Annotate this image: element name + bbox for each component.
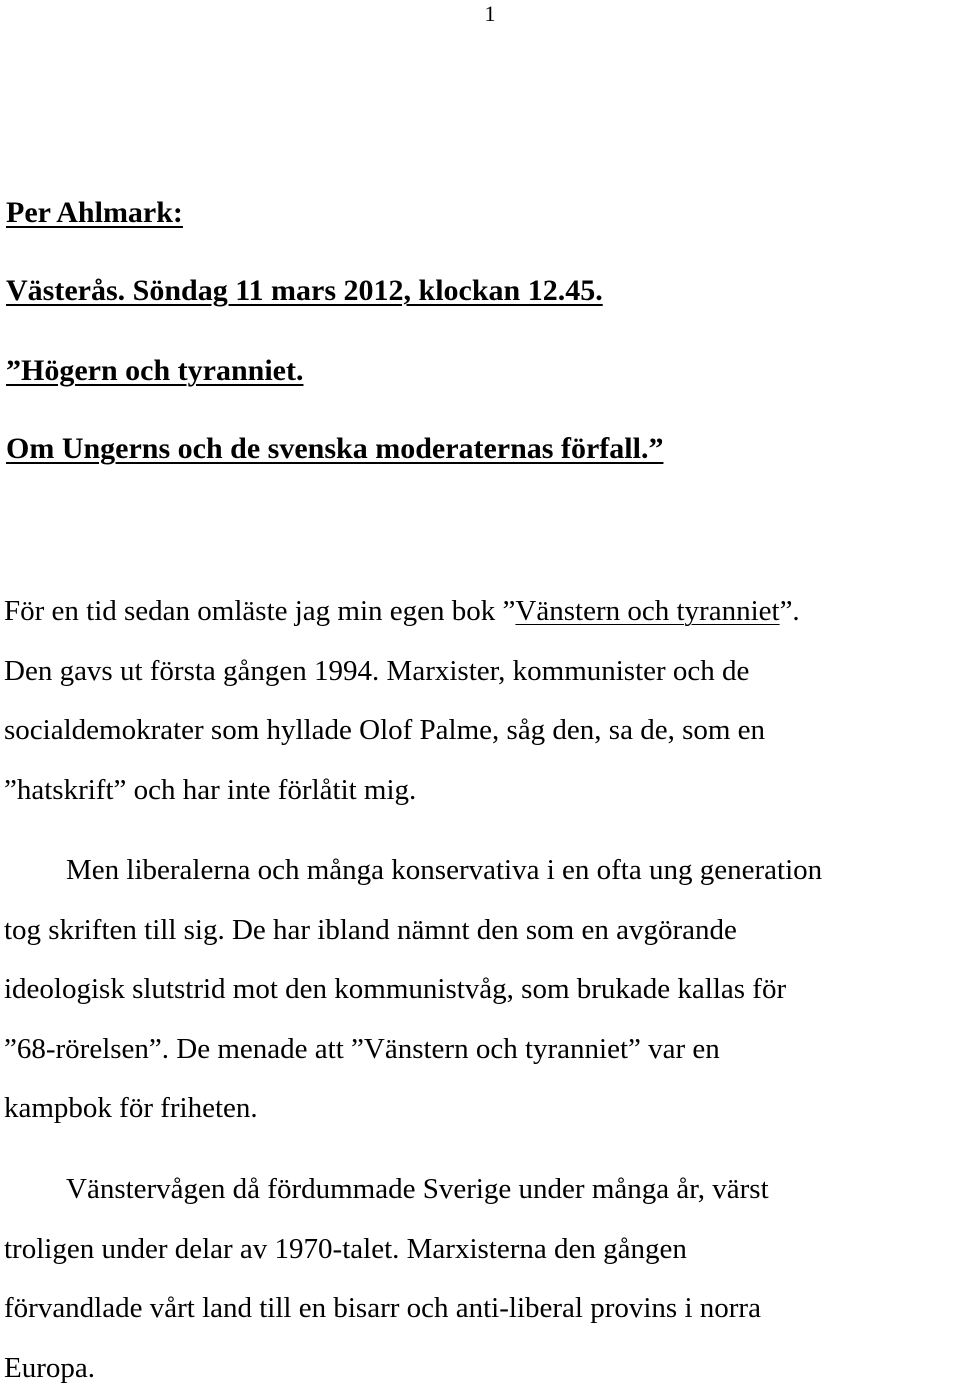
- paragraph-line: Den gavs ut första gången 1994. Marxister, kommunister och de: [4, 642, 960, 702]
- heading-place-date: Västerås. Söndag 11 mars 2012, klockan 12.45.: [6, 273, 603, 309]
- text-span: För en tid sedan omläste jag min egen bok ”: [4, 595, 515, 627]
- paragraph-line: ”68-rörelsen”. De menade att ”Vänstern och tyranniet” var en: [4, 1020, 960, 1080]
- paragraph-line: Men liberalerna och många konservativa i en ofta ung generation: [4, 841, 960, 901]
- paragraph-line: förvandlade vårt land till en bisarr och anti-liberal provins i norra: [4, 1279, 960, 1339]
- paragraph-line: Europa.: [4, 1339, 960, 1398]
- heading-title: ”Högern och tyranniet.: [6, 353, 303, 389]
- paragraph-3: [4, 1160, 960, 1398]
- paragraph-line: Vänstervågen då fördummade Sverige under många år, värst: [4, 1160, 960, 1220]
- paragraph-line: kampbok för friheten.: [4, 1079, 960, 1139]
- text-span: ”.: [780, 595, 800, 627]
- paragraph-line: tog skriften till sig. De har ibland nämnt den som en avgörande: [4, 901, 960, 961]
- heading-subtitle: Om Ungerns och de svenska moderaternas förfall.”: [6, 431, 663, 467]
- heading-author: Per Ahlmark:: [6, 195, 183, 231]
- paragraph-1: [4, 582, 960, 820]
- paragraph-line: ideologisk slutstrid mot den kommunistvåg, som brukade kallas för: [4, 960, 960, 1020]
- paragraph-2: [4, 841, 960, 1139]
- book-title-underlined: Vänstern och tyranniet: [515, 595, 779, 627]
- paragraph-line: [4, 582, 960, 642]
- paragraph-line: socialdemokrater som hyllade Olof Palme, såg den, sa de, som en: [4, 701, 960, 761]
- page-number: 1: [0, 0, 960, 28]
- paragraph-line: ”hatskrift” och har inte förlåtit mig.: [4, 761, 960, 821]
- paragraph-line: troligen under delar av 1970-talet. Marxisterna den gången: [4, 1220, 960, 1280]
